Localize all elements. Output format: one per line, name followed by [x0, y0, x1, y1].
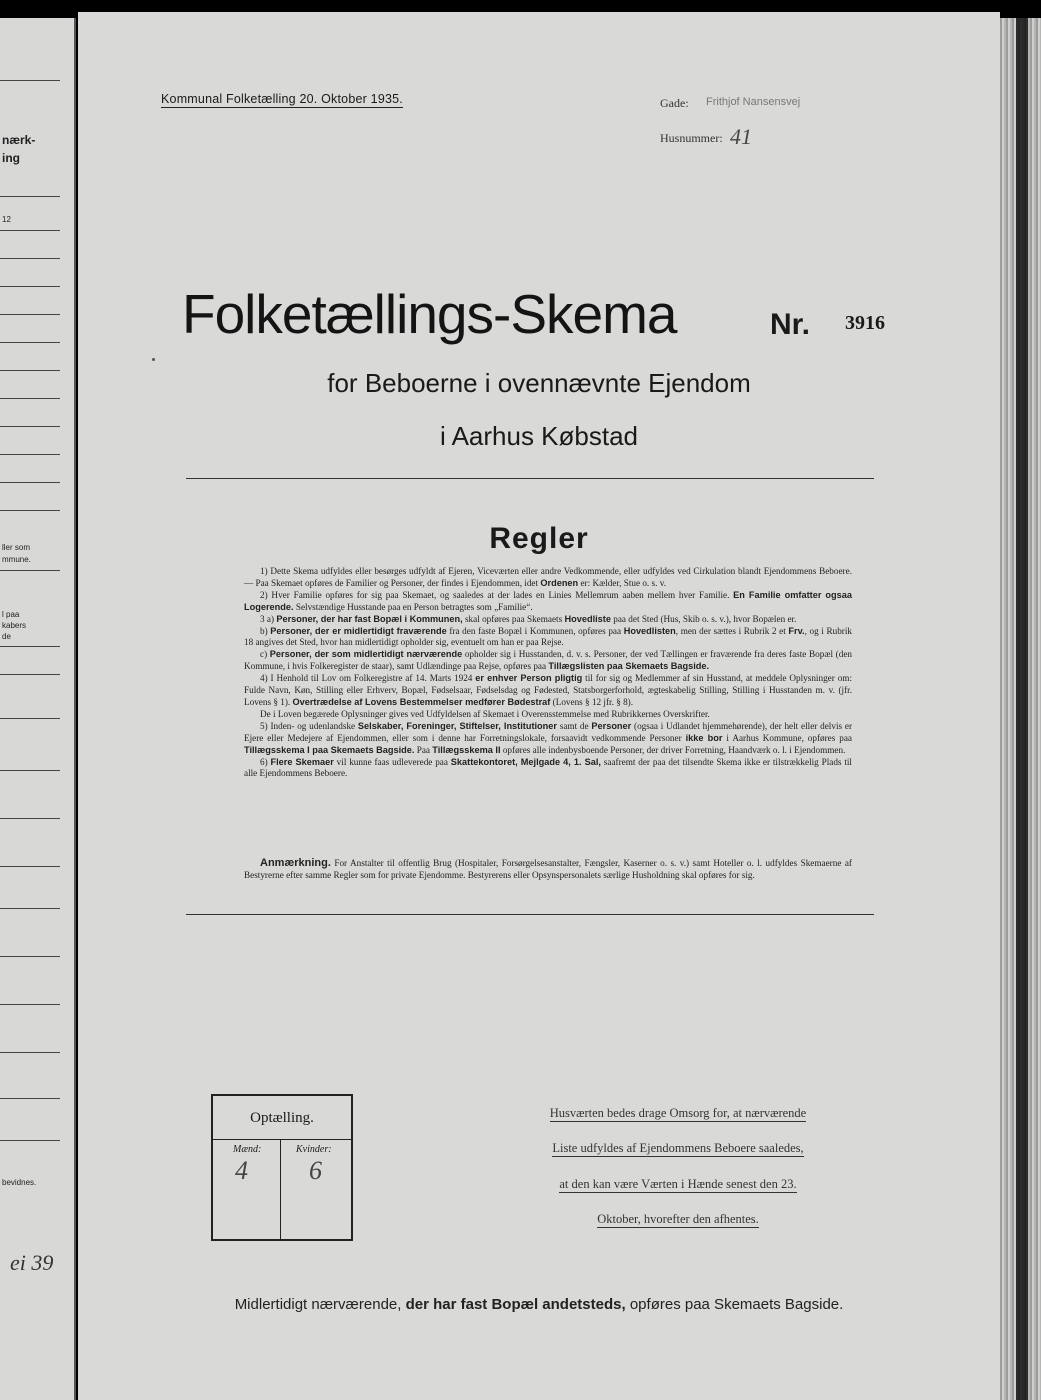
- form-number: 3916: [845, 312, 885, 334]
- left-fragment: de: [2, 632, 11, 641]
- left-fragment: bevidnes.: [2, 1178, 37, 1187]
- count-box: [211, 1094, 353, 1241]
- women-label: Kvinder:: [296, 1144, 332, 1155]
- footer-note: Midlertidigt nærværende, der har fast Bopæl andetsteds, opføres paa Skemaets Bagside.: [234, 1296, 844, 1313]
- gade-value: Frithjof Nansensvej: [706, 96, 801, 108]
- left-fragment: l paa: [2, 610, 20, 619]
- landlord-note-line: Liste udfyldes af Ejendommens Beboere saaledes,: [552, 1141, 804, 1155]
- left-fragment: ller som: [2, 543, 31, 552]
- form-subtitle-city: i Aarhus Købstad: [440, 421, 638, 451]
- count-title: Optælling.: [250, 1110, 314, 1126]
- census-header: Kommunal Folketælling 20. Oktober 1935.: [161, 92, 403, 106]
- page-edge: [1000, 18, 1041, 1400]
- men-count: 4: [235, 1156, 248, 1185]
- left-fragment: 12: [2, 215, 11, 224]
- rules-heading: Regler: [489, 522, 589, 555]
- census-form-page: [78, 12, 1000, 1400]
- rules-text: 1) Dette Skema udfyldes eller besørges udfyldt af Ejeren, Viceværten eller andre Vedkommende, eller udfyldes ved Cirkulation blandt Ejendommens Beboere. — Paa Skemaet opføres de Familier og Personer, der findes i Ejendommen, idet Ordenen er: Kælder, Stue o. s. v. 2) Hver Familie opføres for sig paa Skemaet, og saaledes at der lades en Linies Mellemrum aaben mellem hver Familie. En Familie omfatter ogsaa Logerende. Selvstændige Husstande paa en Person betragtes som „Familie“. 3 a) Personer, der har fast Bopæl i Kommunen, skal opføres paa Skemaets Hovedliste paa det Sted (Hus, Skib o. s. v.), hvor Bopælen er. b) Personer, der er midlertidigt fraværende fra den faste Bopæl i Kommunen, opføres paa Hovedlisten, men der sættes i Rubrik 2 et Frv., og i Rubrik 18 angives det Sted, hvor han midlertidigt opholder sig, eventuelt om han er paa Rejse. c) Personer, der som midlertidigt nærværende opholder sig i Husstanden, d. v. s. Personer, der ved Tællingen er fraværende fra deres faste Bopæl (den Kommune, i hvis Folkeregister de staar), samt Udlændinge paa Rejse, opføres paa Tillægslisten paa Skemaets Bagside. 4) I Henhold til Lov om Folkeregistre af 14. Marts 1924 er enhver Person pligtig til for sig og Medlemmer af sin Husstand, at meddele Oplysninger om: Fulde Navn, Køn, Stilling eller Erhverv, Bopæl, Fødselsaar, Fødselsdag og Fødested, Statsborgerforhold, ægteskabelig Stilling, Stilling i Husstanden m. v. (jfr. Lovens § 1). Overtrædelse af Lovens Bestemmelser medfører Bødestraf (Lovens § 12 jfr. § 8). De i Loven begærede Oplysninger gives ved Udfyldelsen af Skemaet i Overensstemmelse med Rubrikkernes Overskrifter. 5) Inden- og udenlandske Selskaber, Foreninger, Stiftelser, Institutioner samt de Personer (ogsaa i Udlandet hjemmehørende), der helt eller delvis er Ejere eller Medejere af Ejendommen, eller som i denne har Forretningslokale, forsaavidt vedkommende Personer ikke bor i Aarhus Kommune, opføres paa Tillægsskema I paa Skemaets Bagside. Paa Tillægsskema II opføres alle indenbysboende Personer, der driver Forretning, Haandværk o. l. i Ejendommen. 6) Flere Skemaer vil kunne faas udleverede paa Skattekontoret, Mejlgade 4, 1. Sal, saafremt der paa det tilsendte Skema ikke er tilstrækkelig Plads til alle Ejendommens Beboere.: [244, 566, 853, 779]
- form-title: Folketællings-Skema: [182, 283, 677, 345]
- husnummer-value: 41: [730, 124, 752, 149]
- landlord-note-line: at den kan være Værten i Hænde senest den 23.: [559, 1177, 797, 1191]
- remark-text: Anmærkning. For Anstalter til offentlig Brug (Hospitaler, Forsørgelsesanstalter, Fængsler, Kaserner o. s. v.) samt Hoteller o. l. udfyldes Skemaerne af Bestyrerne efter samme Regler som for private Ejendomme. Bestyrerens eller Opsynspersonalets særlige Husholdning skal opføres for sig.: [244, 857, 852, 880]
- divider: [186, 914, 874, 915]
- landlord-note-line: Oktober, hvorefter den afhentes.: [597, 1212, 759, 1226]
- gade-label: Gade:: [660, 96, 689, 110]
- husnummer-label: Husnummer:: [660, 131, 723, 145]
- nr-label: Nr.: [770, 308, 811, 341]
- left-fragment: ing: [2, 151, 20, 165]
- left-page-fragment: [0, 18, 76, 1400]
- left-fragment: mmune.: [2, 555, 31, 564]
- divider: [186, 478, 874, 479]
- men-label: Mænd:: [233, 1144, 262, 1155]
- form-subtitle: for Beboerne i ovennævnte Ejendom: [327, 368, 751, 398]
- women-count: 6: [309, 1156, 322, 1185]
- landlord-note-line: Husværten bedes drage Omsorg for, at nærværende: [549, 1106, 807, 1120]
- left-fragment: nærk-: [2, 133, 36, 147]
- left-fragment: kabers: [2, 621, 27, 630]
- left-handwriting: ei 39: [10, 1250, 54, 1275]
